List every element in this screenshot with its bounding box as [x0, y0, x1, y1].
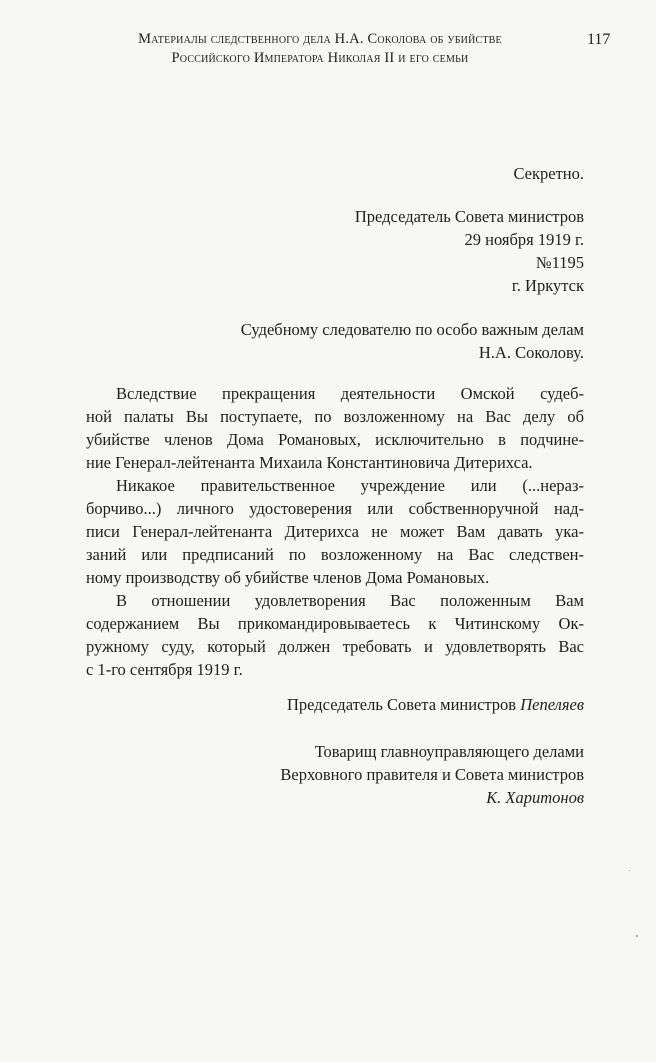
addressee-line-1: Судебному следователю по особо важным делам	[240, 320, 584, 339]
text-line: с 1-го сентября 1919 г.	[86, 660, 243, 679]
text-line: борчиво...) личного удостоверения или собственноручной над-	[86, 499, 584, 518]
addressee-block	[241, 318, 584, 364]
text-line: Вследствие прекращения деятельности Омской судеб-	[116, 384, 584, 403]
running-title-line-2: Российского Императора Николая II и его семьи	[171, 50, 469, 66]
signature-position: Председатель Совета министров	[287, 695, 517, 714]
sender-block	[355, 205, 584, 297]
document-number: №1195	[535, 253, 584, 272]
classification-mark	[513, 162, 584, 185]
text-line: заний или предписаний по возложенному на Вас следствен-	[86, 545, 584, 564]
text-line: Никакое правительственное учреждение или (...нераз-	[116, 476, 584, 495]
page-number: 117	[587, 31, 611, 48]
running-header	[60, 30, 580, 68]
scan-speck	[629, 870, 630, 871]
running-title-line-1: Материалы следственного дела Н.А. Соколова об убийстве	[138, 31, 502, 47]
text-line: убийстве членов Дома Романовых, исключительно в подчине-	[86, 430, 584, 449]
document-place: г. Иркутск	[511, 276, 584, 295]
text-line: ние Генерал-лейтенанта Михаила Константиновича Дитерихса.	[86, 453, 533, 472]
signatory-name: К. Харитонов	[486, 788, 584, 807]
text-line: ружному суду, который должен требовать и удовлетворять Вас	[86, 637, 584, 656]
signature-position-line-2: Верховного правителя и Совета министров	[280, 765, 584, 784]
paragraph	[86, 589, 584, 681]
paragraph	[86, 474, 584, 589]
paragraph	[86, 382, 584, 474]
text-line: В отношении удовлетворения Вас положенным Вам	[116, 591, 584, 610]
signature-deputy	[280, 740, 584, 809]
addressee-line-2: Н.А. Соколову.	[478, 343, 584, 362]
document-date: 29 ноября 1919 г.	[464, 230, 584, 249]
sender-position: Председатель Совета министров	[354, 207, 584, 226]
classification-text: Секретно.	[513, 164, 584, 183]
text-line: ному производству об убийстве членов Дома Романовых.	[86, 568, 490, 587]
text-line: ной палаты Вы поступаете, по возложенному на Вас делу об	[86, 407, 584, 426]
signatory-name: Пепеляев	[520, 695, 584, 714]
signature-position-line-1: Товарищ главноуправляющего делами	[314, 742, 584, 761]
text-line: содержанием Вы прикомандировываетесь к Читинскому Ок-	[86, 614, 584, 633]
scan-speck	[636, 935, 638, 937]
letter-body	[86, 382, 584, 681]
text-line: писи Генерал-лейтенанта Дитерихса не может Вам давать ука-	[86, 522, 584, 541]
signature-chairman	[287, 693, 584, 716]
signature-line	[287, 693, 584, 716]
